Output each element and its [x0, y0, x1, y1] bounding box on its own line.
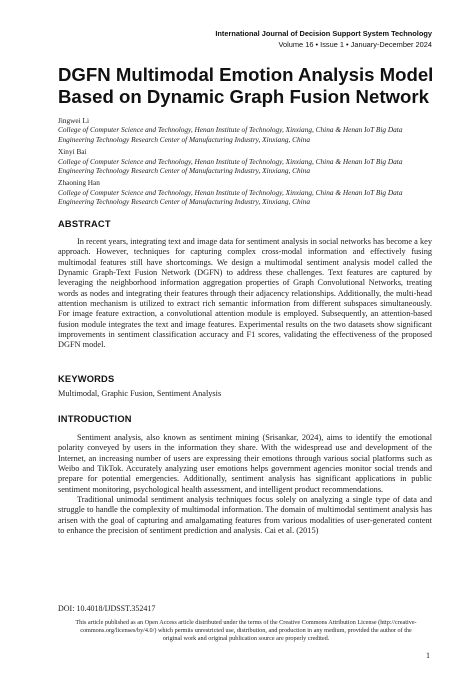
- author-block: [58, 147, 428, 175]
- author-affiliation: [58, 157, 428, 176]
- author-name: Zhaoning Han: [58, 178, 100, 188]
- abstract-heading: ABSTRACT: [58, 219, 111, 229]
- keywords-heading: KEYWORDS: [58, 374, 115, 384]
- affiliation-line: Engineering Technology Research Center of Manufacturing Industry, Xinxiang, China: [58, 166, 310, 176]
- journal-header: [215, 28, 432, 50]
- page-number: 1: [426, 651, 430, 660]
- affiliation-line: Engineering Technology Research Center of Manufacturing Industry, Xinxiang, China: [58, 197, 310, 207]
- abstract-body: [58, 237, 432, 351]
- affiliation-line: College of Computer Science and Technology, Henan Institute of Technology, Xinxiang, China & Henan IoT Big Data: [58, 125, 403, 135]
- affiliation-line: College of Computer Science and Technology, Henan Institute of Technology, Xinxiang, China & Henan IoT Big Data: [58, 156, 403, 166]
- paper-title: [58, 64, 438, 108]
- affiliation-line: Engineering Technology Research Center of Manufacturing Industry, Xinxiang, China: [58, 134, 310, 144]
- author-name: Jingwei Li: [58, 116, 90, 125]
- journal-name: International Journal of Decision Support System Technology: [215, 29, 432, 38]
- doi: DOI: 10.4018/IJDSST.352417: [58, 604, 156, 613]
- author-affiliation: [58, 125, 428, 144]
- author-block: [58, 178, 428, 206]
- introduction-body: [58, 433, 432, 536]
- introduction-paragraph: Sentiment analysis, also known as sentiment mining (Srisankar, 2024), aims to identify the emotional polarity conveyed by users in the information they share. With the widespread use and development of the Internet, an increasing number of users are expressing their emotions through various social platforms such as Weibo and TikTok. Accurately analyzing user emotions helps government agencies monitor social trends and prepare for potential emergencies. Additionally, sentiment analysis has significant applications in public sentiment monitoring, psychological health assessment, and intelligent product recommendations.: [58, 433, 432, 494]
- footnote-line: original work and original publication source are properly credited.: [162, 635, 330, 643]
- license-footnote: [56, 619, 436, 644]
- footnote-line: This article published as an Open Access article distributed under the terms of the Creative Commons Attribution License (http://creative-: [75, 619, 417, 626]
- affiliation-line: College of Computer Science and Technology, Henan Institute of Technology, Xinxiang, China & Henan IoT Big Data: [58, 187, 403, 197]
- title-line-2: Based on Dynamic Graph Fusion Network: [58, 86, 429, 107]
- author-block: [58, 116, 428, 144]
- abstract-text: In recent years, integrating text and image data for sentiment analysis in social networks has become a key approach. However, techniques for capturing complex cross-modal information and effectively fusing multimodal features still have shortcomings. We design a multimodal sentiment analysis model called the Dynamic Graph-Text Fusion Network (DGFN) to address these challenges. Text features are captured by leveraging the neighborhood information aggregation properties of Graph Convolutional Networks, treating words as nodes and integrating their features through their adjacency relationships. Additionally, the multi-head attention mechanism is utilized to extract rich semantic information from different subspaces simultaneously. For image feature extraction, a convolutional attention module is employed. Subsequently, an attention-based fusion module integrates the text and image features. Experimental results on the two datasets show significant improvements in sentiment classification accuracy and F1 scores, validating the effectiveness of the proposed DGFN model.: [58, 237, 432, 350]
- author-name: Xinyi Bai: [58, 147, 87, 157]
- author-affiliation: [58, 188, 428, 207]
- footnote-line: commons.org/licenses/by/4.0/) which permits unrestricted use, distribution, and production in any medium, provided the author of the: [80, 627, 412, 635]
- author-list: [58, 116, 428, 210]
- introduction-heading: INTRODUCTION: [58, 414, 132, 424]
- journal-issue: Volume 16 • Issue 1 • January-December 2024: [278, 40, 432, 49]
- keywords-text: Multimodal, Graphic Fusion, Sentiment Analysis: [58, 389, 222, 398]
- introduction-paragraph: Traditional unimodal sentiment analysis techniques focus solely on analyzing a single type of data and struggle to handle the complexity of multimodal information. The domain of multimodal sentiment analysis has arisen with the goal of capturing and amalgamating features from various modalities of user-generated content to enhance the precision of sentiment prediction and analysis. Cai et al. (2015): [58, 495, 432, 536]
- title-line-1: DGFN Multimodal Emotion Analysis Model: [58, 64, 434, 85]
